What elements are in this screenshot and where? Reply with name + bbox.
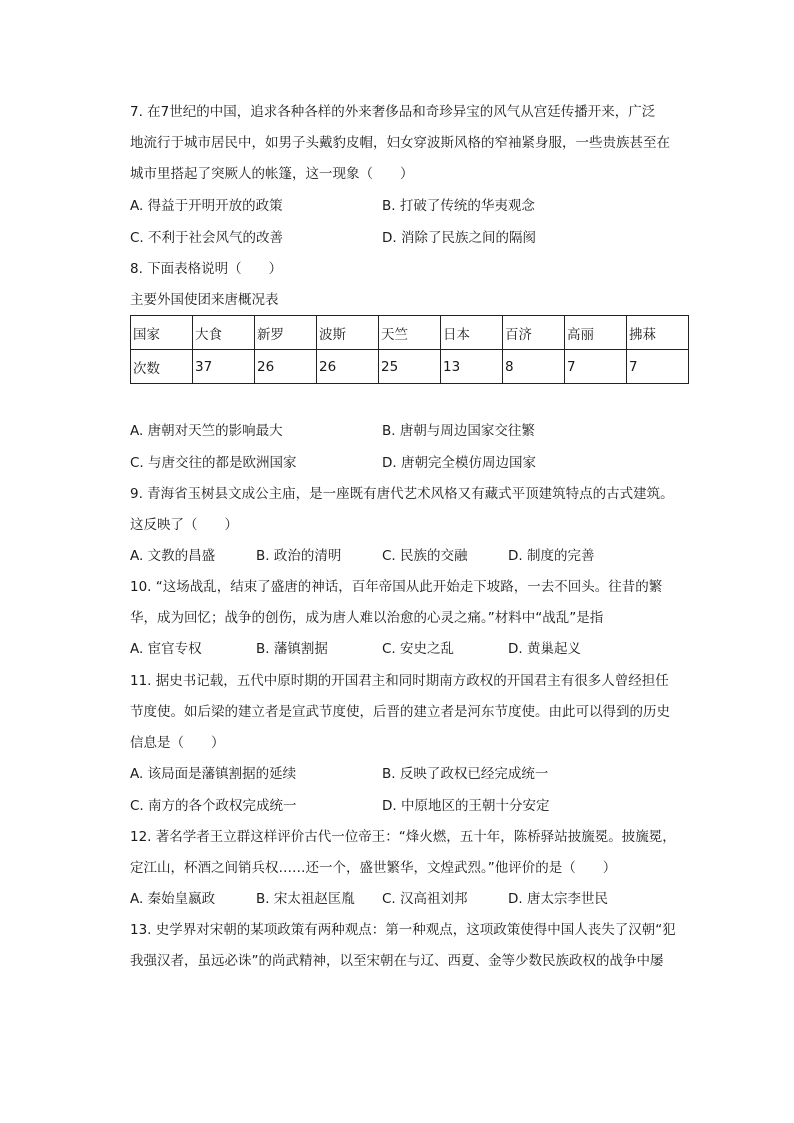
q7-option-b[interactable]: B. 打破了传统的华夷观念 xyxy=(382,198,535,214)
q9-option-b[interactable]: B. 政治的清明 xyxy=(256,548,342,564)
q11-stem-line-2: 节度使。如后梁的建立者是宣武节度使，后晋的建立者是河东节度使。由此可以得到的历史 xyxy=(130,704,670,720)
q10-option-a[interactable]: A. 宦官专权 xyxy=(130,641,202,657)
table-cell: 新罗 xyxy=(255,316,317,350)
q11-option-c[interactable]: C. 南方的各个政权完成统一 xyxy=(130,798,297,814)
q7-option-a[interactable]: A. 得益于开明开放的政策 xyxy=(130,198,283,214)
q9-option-d[interactable]: D. 制度的完善 xyxy=(508,548,595,564)
table-cell: 8 xyxy=(503,350,565,384)
q9-option-a[interactable]: A. 文教的昌盛 xyxy=(130,548,216,564)
q9-stem-line-2: 这反映了（ ） xyxy=(130,517,238,533)
q7-stem-line-1: 7. 在7世纪的中国，追求各种各样的外来奢侈品和奇珍异宝的风气从宫廷传播开来，广泛 xyxy=(130,104,656,120)
q11-stem-line-3: 信息是（ ） xyxy=(130,735,225,751)
q12-option-d[interactable]: D. 唐太宗李世民 xyxy=(508,891,608,907)
table-cell: 高丽 xyxy=(565,316,627,350)
table-cell: 大食 xyxy=(193,316,255,350)
table-cell: 13 xyxy=(441,350,503,384)
q10-stem-line-2: 华，成为回忆；战争的创伤，成为唐人难以治愈的心灵之痛。”材料中“战乱”是指 xyxy=(130,610,604,626)
q10-option-c[interactable]: C. 安史之乱 xyxy=(382,641,455,657)
q11-option-a[interactable]: A. 该局面是藩镇割据的延续 xyxy=(130,766,297,782)
table-cell: 次数 xyxy=(131,350,193,384)
table-row xyxy=(131,350,689,384)
q8-option-b[interactable]: B. 唐朝与周边国家交往繁 xyxy=(382,423,535,439)
table-cell: 25 xyxy=(379,350,441,384)
q11-option-d[interactable]: D. 中原地区的王朝十分安定 xyxy=(382,798,550,814)
table-cell: 26 xyxy=(317,350,379,384)
table-cell: 37 xyxy=(193,350,255,384)
table-cell: 日本 xyxy=(441,316,503,350)
q7-option-c[interactable]: C. 不利于社会风气的改善 xyxy=(130,230,284,246)
q8-stem: 8. 下面表格说明（ ） xyxy=(130,261,283,277)
table-cell: 7 xyxy=(565,350,627,384)
q12-option-c[interactable]: C. 汉高祖刘邦 xyxy=(382,891,468,907)
table-cell: 拂菻 xyxy=(627,316,689,350)
q8-option-d[interactable]: D. 唐朝完全模仿周边国家 xyxy=(382,455,536,471)
q9-stem-line-1: 9. 青海省玉树县文成公主庙，是一座既有唐代艺术风格又有藏式平顶建筑特点的古式建筑。 xyxy=(130,486,674,502)
q10-stem-line-1: 10. “这场战乱，结束了盛唐的神话，百年帝国从此开始走下坡路，一去不回头。往昔的繁 xyxy=(130,579,663,595)
table-cell: 百济 xyxy=(503,316,565,350)
q8-data-table xyxy=(130,315,689,384)
table-cell: 波斯 xyxy=(317,316,379,350)
q8-option-c[interactable]: C. 与唐交往的都是欧洲国家 xyxy=(130,455,297,471)
q8-option-a[interactable]: A. 唐朝对天竺的影响最大 xyxy=(130,423,283,439)
q7-stem-line-3: 城市里搭起了突厥人的帐篷，这一现象（ ） xyxy=(130,166,414,182)
q13-stem-line-1: 13. 史学界对宋朝的某项政策有两种观点：第一种观点，这项政策使得中国人丧失了汉朝“犯 xyxy=(130,922,676,938)
q12-option-b[interactable]: B. 宋太祖赵匡胤 xyxy=(256,891,355,907)
q11-stem-line-1: 11. 据史书记载，五代中原时期的开国君主和同时期南方政权的开国君主有很多人曾经担任 xyxy=(130,673,669,689)
q10-option-b[interactable]: B. 藩镇割据 xyxy=(256,641,328,657)
table-cell: 天竺 xyxy=(379,316,441,350)
table-cell: 26 xyxy=(255,350,317,384)
q13-stem-line-2: 我强汉者，虽远必诛”的尚武精神，以至宋朝在与辽、西夏、金等少数民族政权的战争中屡 xyxy=(130,953,664,969)
q12-option-a[interactable]: A. 秦始皇嬴政 xyxy=(130,891,216,907)
q7-stem-line-2: 地流行于城市居民中，如男子头戴豹皮帽，妇女穿波斯风格的窄袖紧身服，一些贵族甚至在 xyxy=(130,135,670,151)
q11-option-b[interactable]: B. 反映了政权已经完成统一 xyxy=(382,766,549,782)
q9-option-c[interactable]: C. 民族的交融 xyxy=(382,548,468,564)
q10-option-d[interactable]: D. 黄巢起义 xyxy=(508,641,581,657)
q12-stem-line-1: 12. 著名学者王立群这样评价古代一位帝王：“烽火燃，五十年，陈桥驿站披旒冕。披旒冕， xyxy=(130,829,676,845)
table-cell: 国家 xyxy=(131,316,193,350)
q7-option-d[interactable]: D. 消除了民族之间的隔阂 xyxy=(382,230,536,246)
table-cell: 7 xyxy=(627,350,689,384)
q12-stem-line-2: 定江山，杯酒之间销兵权……还一个，盛世繁华，文煌武烈。”他评价的是（ ） xyxy=(130,860,617,876)
q8-table-caption: 主要外国使团来唐概况表 xyxy=(130,292,279,308)
table-header-row xyxy=(131,316,689,350)
